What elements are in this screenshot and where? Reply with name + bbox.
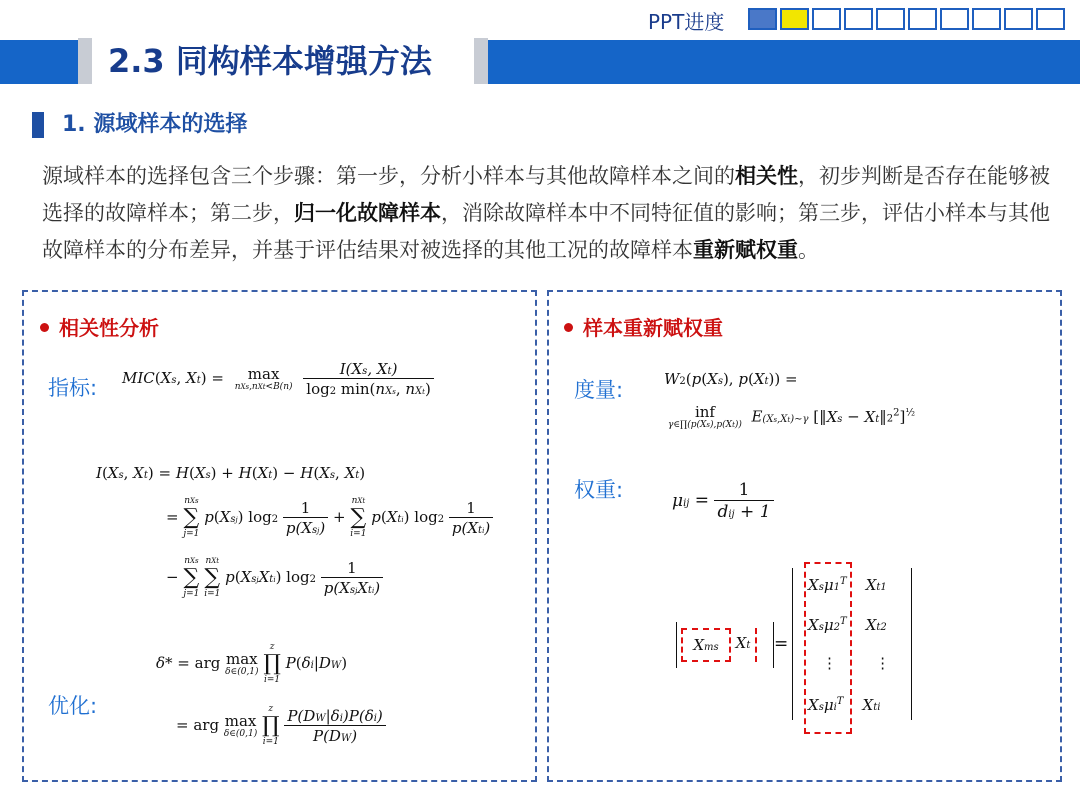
intro-paragraph bbox=[42, 158, 1052, 269]
optimization-formula-2: = arg max δ∈(0,1) z ∏ i=1 $\frac{P(DW|\delta i)P(\delta i)}{P(DW)}$ bbox=[176, 704, 386, 748]
weight-label: 权重: bbox=[574, 478, 624, 502]
weight-formula: μij = $\frac{1}{\text{dij + 1}}$ bbox=[672, 480, 774, 522]
progress-cell bbox=[748, 8, 777, 30]
wasserstein-formula-2: inf γ∈∏(p(Xs),p(Xt)) E(Xs,Xt)∼γ [‖Xs − $Xt‖2^2]^{\frac{1}{2}}$ bbox=[668, 403, 916, 430]
section-marker bbox=[32, 112, 44, 138]
equals-sign: = bbox=[774, 634, 789, 654]
reweighting-heading-text: 样本重新赋权重 bbox=[583, 316, 723, 340]
optimization-formula-1: δ* = arg max δ∈(0,1) z ∏ i=1 P(δi|DW) bbox=[156, 642, 348, 685]
intro-text-1: 源域样本的选择包含三个步骤：第一步，分析小样本与其他故障样本之间的 bbox=[42, 164, 735, 188]
progress-cell bbox=[1036, 8, 1065, 30]
xt-cell: Xt bbox=[731, 628, 757, 662]
matrix-row-1: $Xs\mu 1^T$ Xt1 bbox=[808, 576, 887, 594]
matrix-row-dots: ⋮ ⋮ bbox=[822, 654, 891, 672]
joint-entropy-formula: − nXs ∑ j=1 nXt ∑ i=1 p(XsjXti) log2 $\frac{1}{\text{p(XsjXti)}}$ bbox=[166, 556, 383, 600]
intro-text-2: ，初步判断是否存在能够被选择的故障样本；第二步， bbox=[42, 164, 1050, 225]
mutual-information-formula: I(Xs, Xt) = H(Xs) + H(Xt) − H(Xs, Xt) bbox=[96, 464, 366, 482]
intro-text-3: ，消除故障样本中不同特征值的影响；第三步，评估小样本与其他故障样本的分布差异，并基于评估结果对被选择的其他工况的故障样本 bbox=[42, 201, 1050, 262]
wasserstein-formula-1: W2(p(Xs), p(Xt)) = bbox=[664, 370, 798, 388]
indicator-label: 指标: bbox=[48, 376, 98, 400]
intro-text-4: 。 bbox=[798, 238, 819, 262]
intro-bold-1: 相关性 bbox=[735, 164, 798, 188]
correlation-heading-text: 相关性分析 bbox=[59, 316, 159, 340]
correlation-heading bbox=[40, 312, 159, 341]
section-heading: 1. 源域样本的选择 bbox=[62, 112, 248, 137]
progress-cell bbox=[780, 8, 809, 30]
page-title: 2.3 同构样本增强方法 bbox=[108, 42, 432, 80]
mic-formula: MIC(Xs, Xt) = max nXs,nXt<B(n) $\frac{I(Xs, Xt)}{\text{log2 min(nXs, nXt)}}$ bbox=[122, 360, 434, 398]
bullet-icon bbox=[40, 323, 49, 332]
matrix-row-2: $Xs\mu 2^T$ Xt2 bbox=[808, 616, 887, 634]
progress-cell bbox=[844, 8, 873, 30]
xms-highlight-box: Xms bbox=[681, 628, 731, 662]
matrix-row-i: Xsμi$^T$ Xti bbox=[808, 696, 881, 714]
title-accent-left bbox=[78, 38, 92, 84]
progress-cell bbox=[940, 8, 969, 30]
intro-bold-2: 归一化故障样本 bbox=[294, 201, 441, 225]
progress-cell bbox=[812, 8, 841, 30]
intro-bold-3: 重新赋权重 bbox=[693, 238, 798, 262]
progress-cell bbox=[972, 8, 1001, 30]
progress-cells bbox=[748, 8, 1065, 30]
optimize-label: 优化: bbox=[48, 694, 98, 718]
ppt-progress-label: PPT进度 bbox=[648, 10, 725, 34]
title-accent-right bbox=[474, 38, 488, 84]
progress-cell bbox=[908, 8, 937, 30]
entropy-sum-formula: = nXs ∑ j=1 p(Xsj) log2 $\frac{1}{\text{p(Xsj)}}$ + nXt ∑ i=1 p(Xti) log2 $\frac{1}{\text{p(Xti)}}$ bbox=[166, 496, 493, 540]
reweighting-heading bbox=[564, 312, 723, 341]
progress-cell bbox=[1004, 8, 1033, 30]
metric-label: 度量: bbox=[574, 378, 624, 402]
progress-cell bbox=[876, 8, 905, 30]
bullet-icon bbox=[564, 323, 573, 332]
